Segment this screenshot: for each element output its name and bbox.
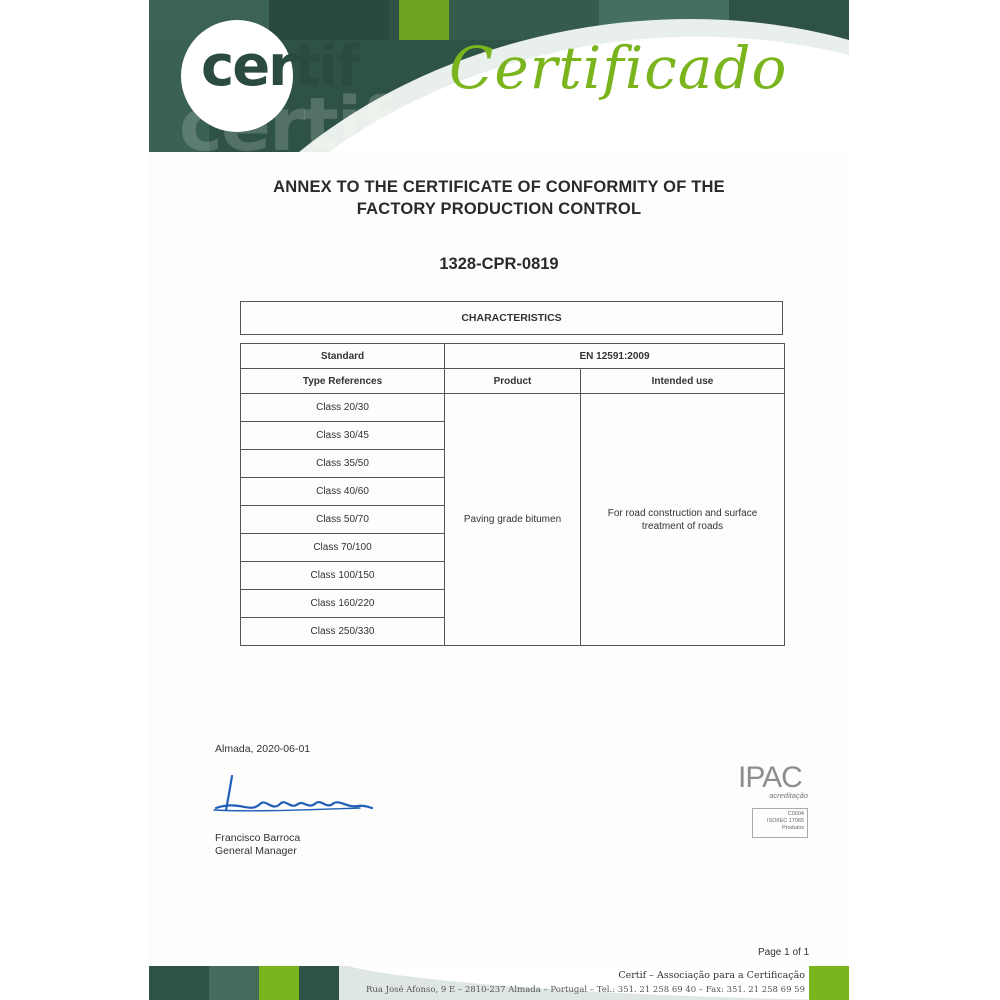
class-cell: Class 20/30 <box>241 394 445 422</box>
signer-name: Francisco Barroca <box>215 832 301 844</box>
ipac-subtitle: acreditação <box>769 791 808 800</box>
class-cell: Class 40/60 <box>241 478 445 506</box>
signature <box>210 770 380 825</box>
footer-address: Rua José Afonso, 9 E – 2810-237 Almada – Portugal – Tel.: 351. 21 258 69 40 – Fax: 351. 21 258 69 59 <box>366 985 805 995</box>
product-cell <box>445 394 581 646</box>
handwritten-signature <box>210 770 380 820</box>
place-date: Almada, 2020-06-01 <box>215 743 311 755</box>
standard-value: EN 12591:2009 <box>445 344 785 369</box>
class-cell: Class 250/330 <box>241 618 445 646</box>
col-product: Product <box>445 369 581 394</box>
footer-banner <box>149 966 849 1000</box>
document-title-line1: ANNEX TO THE CERTIFICATE OF CONFORMITY OF THE <box>273 178 725 196</box>
certif-logo: certif <box>201 34 359 99</box>
certificado-title: Certificado <box>449 34 788 102</box>
document-title <box>149 176 849 220</box>
product-text: Paving grade bitumen <box>463 514 562 525</box>
characteristics-table <box>240 343 785 646</box>
intended-use-cell <box>581 394 785 646</box>
standard-row <box>241 344 785 369</box>
class-cell: Class 30/45 <box>241 422 445 450</box>
table-row <box>241 394 785 422</box>
class-cell: Class 35/50 <box>241 450 445 478</box>
col-type-references: Type References <box>241 369 445 394</box>
signer-block <box>215 832 300 858</box>
ipac-accreditation-stamp <box>738 763 810 838</box>
standard-label: Standard <box>241 344 445 369</box>
col-intended-use: Intended use <box>581 369 785 394</box>
logo-watermark: certif <box>179 82 391 152</box>
footer-organisation: Certif – Associação para a Certificação <box>618 970 805 981</box>
intended-use-line1: For road construction and surface <box>607 507 758 519</box>
intended-use-line2: treatment of roads <box>641 520 724 532</box>
certificate-number: 1328-CPR-0819 <box>439 255 559 273</box>
class-cell: Class 70/100 <box>241 534 445 562</box>
column-header-row <box>241 369 785 394</box>
class-cell: Class 160/220 <box>241 590 445 618</box>
characteristics-caption: CHARACTERISTICS <box>240 301 783 335</box>
signer-role: General Manager <box>215 845 297 857</box>
document-title-line2: FACTORY PRODUCTION CONTROL <box>356 200 642 218</box>
class-cell: Class 100/150 <box>241 562 445 590</box>
header-banner <box>149 0 849 152</box>
page-number: Page 1 of 1 <box>758 947 810 958</box>
ipac-code: C0004 <box>787 811 804 817</box>
class-cell: Class 50/70 <box>241 506 445 534</box>
ipac-scope: Produtos <box>781 825 804 831</box>
ipac-logo: IPAC <box>738 761 802 794</box>
ipac-norm: ISO/IEC 17065 <box>767 818 804 824</box>
ipac-code-box <box>752 808 808 838</box>
